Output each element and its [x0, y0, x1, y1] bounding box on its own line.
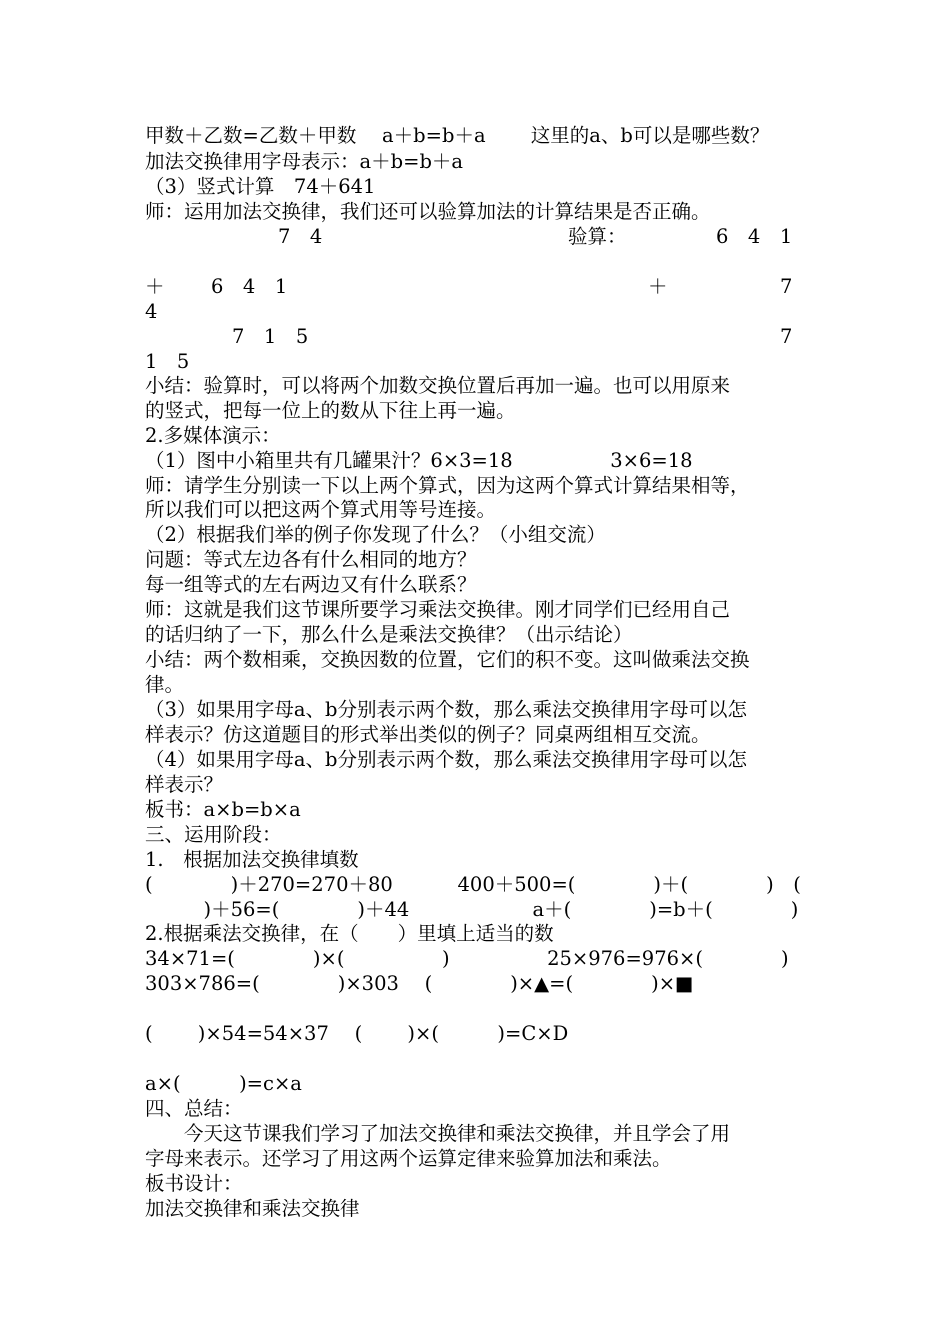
text-line: 所以我们可以把这两个算式用等号连接。 [145, 498, 497, 521]
calc-right-plus: ＋ [648, 275, 668, 298]
text-line: 板书：a×b=b×a [145, 798, 301, 821]
text-line: 三、运用阶段： [145, 823, 282, 846]
text-line: 303×786=( )×303 ( )×▲=( )×■ [145, 972, 694, 995]
calc-right-top: 6 4 1 [716, 225, 793, 248]
text-line: 今天这节课我们学习了加法交换律和乘法交换律，并且学会了用 [145, 1122, 731, 1145]
calc-left-sum: 7 1 5 [232, 325, 309, 348]
text-line: ( )×54=54×37 ( )×( )=C×D [145, 1022, 569, 1045]
calc-right-sum-wrap: 1 5 [145, 350, 190, 373]
text-line: 字母来表示。还学习了用这两个运算定律来验算加法和乘法。 [145, 1147, 672, 1170]
calc-right-addend-wrap: 4 [145, 300, 158, 323]
text-line: 小结：验算时，可以将两个加数交换位置后再加一遍。也可以用原来 [145, 374, 731, 397]
text-line: 师：请学生分别读一下以上两个算式，因为这两个算式计算结果相等， [145, 474, 750, 497]
text-line: 四、总结： [145, 1097, 243, 1120]
text-line: （1）图中小箱里共有几罐果汁？6×3=18 3×6=18 [145, 449, 693, 472]
calc-verify-label: 验算： [568, 225, 627, 248]
text-line: )＋56=( )＋44 a＋( )=b＋( ) [145, 898, 799, 921]
calc-left-addend: 6 4 1 [211, 275, 288, 298]
text-line: 加法交换律用字母表示：a＋b=b＋a [145, 150, 464, 173]
text-line: 每一组等式的左右两边又有什么联系？ [145, 573, 477, 596]
text-line: 样表示？仿这道题目的形式举出类似的例子？同桌两组相互交流。 [145, 723, 711, 746]
text-line: 34×71=( )×( ) 25×976=976×( ) [145, 947, 789, 970]
text-line: 的话归纳了一下，那么什么是乘法交换律？（出示结论） [145, 623, 633, 646]
text-line: 样表示？ [145, 773, 224, 796]
text-line: 甲数＋乙数=乙数＋甲数 a＋b=b＋a 这里的a、b可以是哪些数？ [145, 124, 770, 147]
text-line: 问题：等式左边各有什么相同的地方？ [145, 548, 477, 571]
text-line: 2.根据乘法交换律，在（ ）里填上适当的数 [145, 922, 554, 945]
text-line: 板书设计： [145, 1172, 243, 1195]
text-line: （3）竖式计算 74＋641 [145, 175, 376, 198]
calc-left-plus: ＋ [145, 275, 165, 298]
text-line: 1. 根据加法交换律填数 [145, 848, 359, 871]
calc-right-sum: 7 [780, 325, 793, 348]
text-line: 师：运用加法交换律，我们还可以验算加法的计算结果是否正确。 [145, 200, 711, 223]
text-line: （3）如果用字母a、b分别表示两个数，那么乘法交换律用字母可以怎 [145, 698, 748, 721]
text-line: ( )＋270=270＋80 400＋500=( )＋( ) ( [145, 873, 801, 896]
calc-left-top: 7 4 [278, 225, 323, 248]
text-line: 加法交换律和乘法交换律 [145, 1197, 360, 1220]
text-line: （2）根据我们举的例子你发现了什么？（小组交流） [145, 523, 606, 546]
text-line: （4）如果用字母a、b分别表示两个数，那么乘法交换律用字母可以怎 [145, 748, 748, 771]
text-line: 2.多媒体演示： [145, 424, 281, 447]
text-line: a×( )=c×a [145, 1072, 302, 1095]
text-line: 律。 [145, 673, 185, 696]
text-line: 师：这就是我们这节课所要学习乘法交换律。刚才同学们已经用自己 [145, 598, 731, 621]
text-line: 小结：两个数相乘，交换因数的位置，它们的积不变。这叫做乘法交换 [145, 648, 750, 671]
text-line: 的竖式，把每一位上的数从下往上再一遍。 [145, 399, 516, 422]
calc-right-addend: 7 [780, 275, 793, 298]
